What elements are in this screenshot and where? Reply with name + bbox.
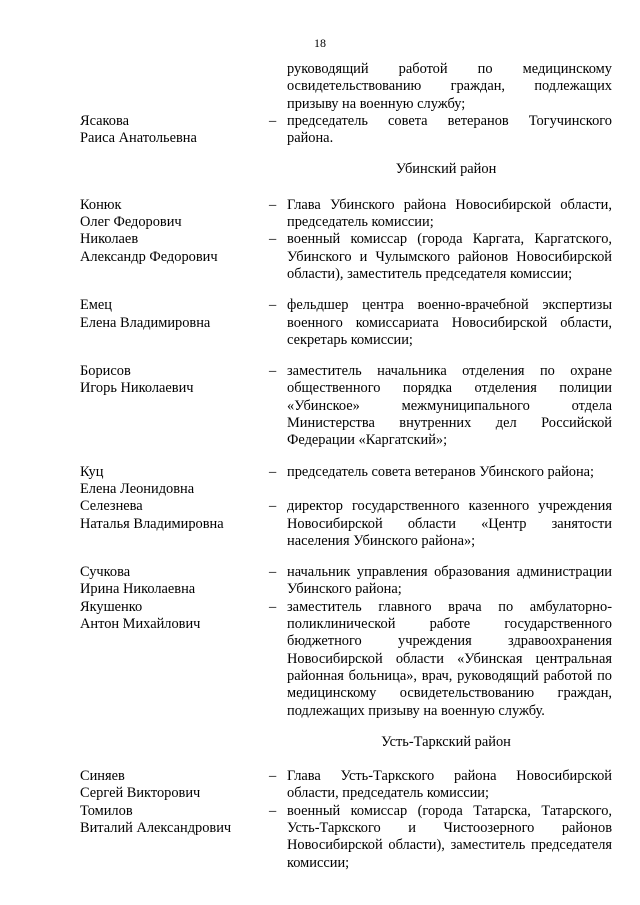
member-name bbox=[80, 498, 269, 533]
member-entry bbox=[80, 113, 612, 148]
member-position: военный комиссар (города Каргата, Каргатского, Убинского и Чулымского районов Новосибирской области), заместитель председателя комиссии; bbox=[287, 231, 612, 282]
dash-separator: – bbox=[269, 768, 277, 785]
member-given-name: Ирина Николаевна bbox=[80, 581, 196, 598]
continued-text: руководящий работой по медицинскому освидетельствованию граждан, подлежащих призыву на военную службу; bbox=[287, 61, 612, 112]
dash-separator: – bbox=[269, 196, 277, 213]
document-body bbox=[80, 61, 612, 872]
member-position: фельдшер центра военно-врачебной экспертизы военного комиссариата Новосибирской области, секретарь комиссии; bbox=[287, 297, 612, 348]
member-position: директор государственного казенного учреждения Новосибирской области «Центр занятости населения Убинского района»; bbox=[287, 498, 612, 549]
member-surname: Емец bbox=[80, 297, 112, 314]
member-name bbox=[80, 113, 269, 148]
member-surname: Ясакова bbox=[80, 112, 129, 129]
member-surname: Якушенко bbox=[80, 598, 143, 615]
member-entry bbox=[80, 599, 612, 720]
dash-separator: – bbox=[269, 463, 277, 480]
member-position: начальник управления образования администрации Убинского района; bbox=[287, 564, 612, 598]
member-name bbox=[80, 197, 269, 232]
dash-separator: – bbox=[269, 112, 277, 129]
member-name bbox=[80, 297, 269, 332]
member-given-name: Антон Михайлович bbox=[80, 616, 201, 633]
member-name bbox=[80, 768, 269, 803]
member-surname: Николаев bbox=[80, 231, 139, 248]
member-given-name: Олег Федорович bbox=[80, 214, 182, 231]
dash-separator: – bbox=[269, 598, 277, 615]
member-surname: Селезнева bbox=[80, 498, 143, 515]
member-given-name: Елена Леонидовна bbox=[80, 480, 195, 497]
dash-separator: – bbox=[269, 231, 277, 248]
member-name bbox=[80, 464, 269, 499]
member-entry bbox=[80, 197, 612, 232]
member-position: Глава Усть-Таркского района Новосибирской области, председатель комиссии; bbox=[287, 768, 612, 802]
dash-separator: – bbox=[269, 498, 277, 515]
member-name bbox=[80, 564, 269, 599]
member-position: заместитель начальника отделения по охране общественного порядка отделения полиции «Убинское» межмуниципального отдела Министерства внутренних дел Российской Федерации «Каргатский»; bbox=[287, 363, 612, 449]
section-title-ubinsky: Убинский район bbox=[395, 161, 497, 178]
member-name bbox=[80, 231, 269, 266]
member-position: председатель совета ветеранов Убинского района; bbox=[287, 463, 595, 480]
page-number: 18 bbox=[314, 36, 326, 50]
member-position: председатель совета ветеранов Тогучинского района. bbox=[287, 112, 612, 147]
section-title-ust-tarksky: Усть-Таркский район bbox=[381, 733, 511, 750]
member-entry bbox=[80, 803, 612, 872]
member-entry bbox=[80, 363, 612, 449]
dash-separator: – bbox=[269, 297, 277, 314]
member-name bbox=[80, 599, 269, 634]
member-surname: Конюк bbox=[80, 196, 122, 213]
member-entry bbox=[80, 231, 612, 283]
member-given-name: Александр Федорович bbox=[80, 248, 218, 265]
member-surname: Сучкова bbox=[80, 564, 131, 581]
member-given-name: Сергей Викторович bbox=[80, 785, 201, 802]
member-position: Глава Убинского района Новосибирской области, председатель комиссии; bbox=[287, 196, 612, 231]
member-surname: Томилов bbox=[80, 802, 133, 819]
member-given-name: Игорь Николаевич bbox=[80, 380, 194, 397]
member-entry bbox=[80, 464, 612, 499]
member-entry bbox=[80, 564, 612, 599]
member-entry bbox=[80, 297, 612, 349]
member-surname: Борисов bbox=[80, 363, 131, 380]
dash-separator: – bbox=[269, 802, 277, 819]
member-given-name: Елена Владимировна bbox=[80, 314, 211, 331]
member-name bbox=[80, 363, 269, 398]
member-given-name: Виталий Александрович bbox=[80, 819, 232, 836]
member-surname: Синяев bbox=[80, 768, 125, 785]
member-given-name: Раиса Анатольевна bbox=[80, 130, 197, 147]
member-position: заместитель главного врача по амбулаторно-поликлинической работе государственного бюджетного учреждения здравоохранения Новосибирской области «Убинская центральная районная больница», врач, руководящий работой по медицинскому освидетельствованию граждан, подлежащих призыву на военную службу. bbox=[287, 598, 612, 719]
member-entry bbox=[80, 768, 612, 803]
dash-separator: – bbox=[269, 363, 277, 380]
member-surname: Куц bbox=[80, 463, 104, 480]
member-given-name: Наталья Владимировна bbox=[80, 515, 224, 532]
member-position: военный комиссар (города Татарска, Татарского, Усть-Таркского и Чистоозерного районов Новосибирской области), заместитель председателя комиссии; bbox=[287, 802, 612, 871]
member-entry bbox=[80, 498, 612, 550]
member-name bbox=[80, 803, 269, 838]
dash-separator: – bbox=[269, 564, 277, 581]
